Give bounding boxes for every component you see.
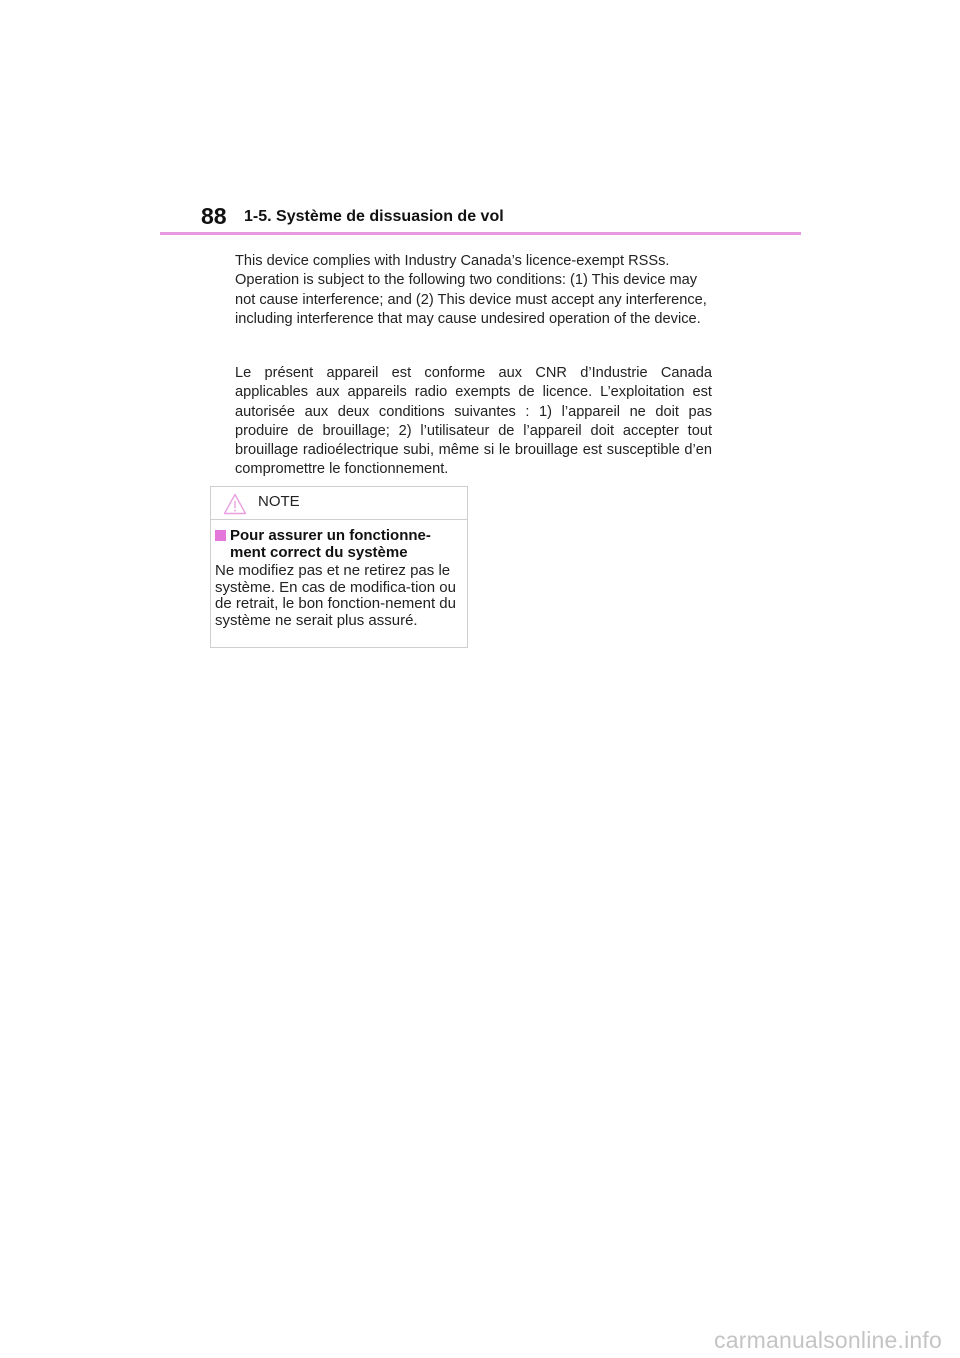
bullet-square-icon	[215, 530, 226, 541]
note-heading-text: Pour assurer un fonctionne-ment correct du système	[230, 527, 431, 561]
watermark: carmanualsonline.info	[714, 1327, 942, 1353]
page-number: 88	[201, 203, 227, 229]
section-title: 1-5. Système de dissuasion de vol	[244, 208, 504, 225]
compliance-paragraph-english: This device complies with Industry Canada’s licence-exempt RSSs. Operation is subject to the following two conditions: (1) This device may not cause interference; and (2) This device must accept any interference, including interference that may cause undesired operation of the device.	[235, 253, 707, 327]
note-title: NOTE	[258, 493, 300, 510]
note-header	[211, 487, 467, 520]
note-body: Ne modifiez pas et ne retirez pas le système. En cas de modifica-tion ou de retrait, le bon fonction-nement du système ne serait plus assuré.	[215, 562, 456, 629]
note-box	[210, 486, 468, 648]
page-header	[0, 0, 960, 240]
header-divider	[160, 232, 801, 235]
warning-triangle-icon	[223, 493, 247, 515]
note-heading	[215, 527, 461, 561]
compliance-paragraph-french: Le présent appareil est conforme aux CNR d’Industrie Canada applicables aux appareils radio exempts de licence. L’exploitation est autorisée aux deux conditions suivantes : 1) l’appareil ne doit pas produire de brouillage; 2) l’utilisateur de l’appareil doit accepter tout brouillage radioélectrique subi, même si le brouillage est susceptible d’en compromettre le fonctionnement.	[235, 365, 712, 478]
